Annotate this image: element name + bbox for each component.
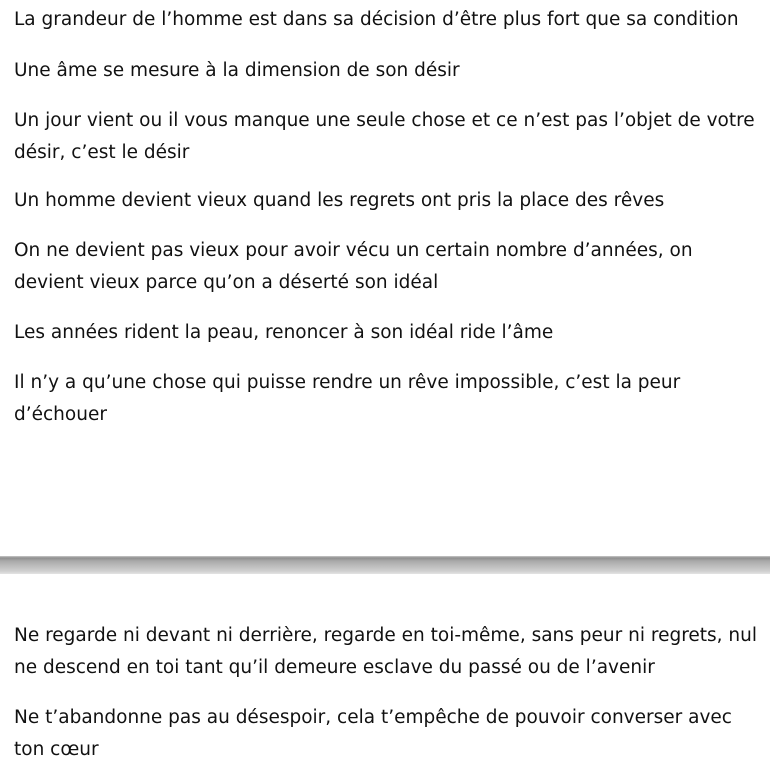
paragraph-2: Une âme se mesure à la dimension de son désir <box>14 60 460 81</box>
paragraph-5: On ne devient pas vieux pour avoir vécu un certain nombre d’années, on devient vieux parce qu’on a déserté son idéal <box>14 240 693 293</box>
paragraph-3: Un jour vient ou il vous manque une seule chose et ce n’est pas l’objet de votre désir, c’est le désir <box>14 110 755 163</box>
document-page-2 <box>0 574 770 773</box>
paragraph-6: Les années rident la peau, renoncer à son idéal ride l’âme <box>14 322 554 343</box>
paragraph-4: Un homme devient vieux quand les regrets ont pris la place des rêves <box>14 190 665 211</box>
paragraph-7: Il n’y a qu’une chose qui puisse rendre un rêve impossible, c’est la peur d’échouer <box>14 372 681 425</box>
page-break-separator <box>0 556 770 574</box>
paragraph-9: Ne t’abandonne pas au désespoir, cela t’empêche de pouvoir converser avec ton cœur <box>14 707 732 760</box>
paragraph-8: Ne regarde ni devant ni derrière, regarde en toi-même, sans peur ni regrets, nul ne descend en toi tant qu’il demeure esclave du passé ou de l’avenir <box>14 625 758 678</box>
paragraph-1: La grandeur de l’homme est dans sa décision d’être plus fort que sa condition <box>14 9 739 30</box>
